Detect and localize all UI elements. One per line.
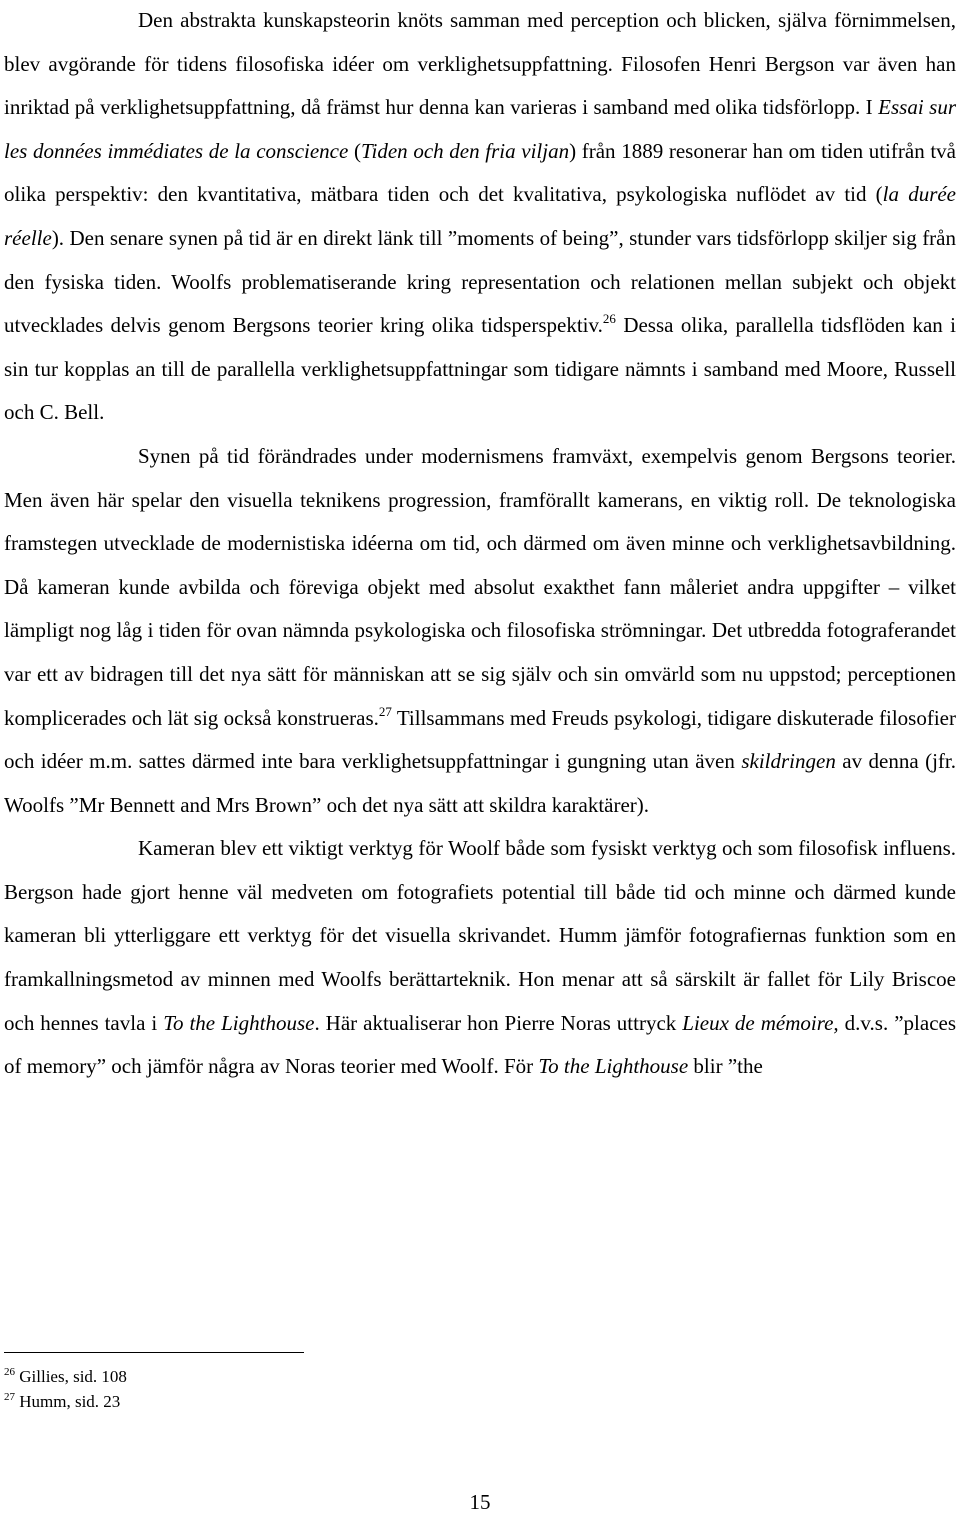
paragraph-3 [4, 827, 956, 1089]
footnote-separator [4, 1352, 304, 1353]
text-run: Den abstrakta kunskapsteorin knöts samman med perception och blicken, själva förnimmelsen, blev avgörande för tidens filosofiska idéer om verklighetsuppfattning. Filosofen Henri Bergson var även han inriktad på verklighetsuppfattning, då främst hur denna kan varieras i samband med olika tidsförlopp. I [4, 8, 956, 120]
paragraph-1 [4, 0, 956, 435]
footnote-reference-26[interactable]: 26 [602, 311, 616, 327]
italic-title-tiden: Tiden och den fria viljan [360, 138, 570, 163]
text-run: ). Den senare synen på tid är en direkt länk till ”moments of being”, stunder vars tidsförlopp skiljer sig från den fysiska tiden. Woolfs problematiserande kring representation och relationen mellan subjekt och objekt utvecklades delvis genom Bergsons teorier kring olika tidsperspektiv. [4, 225, 956, 338]
italic-term-lieux: Lieux de mémoire, [682, 1010, 839, 1035]
text-run: ( [348, 138, 361, 163]
footnotes [4, 1364, 604, 1414]
text-run: blir ”the [688, 1054, 763, 1079]
footnote-27 [4, 1389, 604, 1414]
footnote-text: Humm, sid. 23 [15, 1392, 121, 1411]
italic-title-essai: Essai sur les données immédiates de la conscience [4, 95, 956, 163]
body-text [4, 0, 956, 1089]
text-run: d.v.s. ”places of memory” och jämför några av Noras teorier med Woolf. För [4, 1010, 957, 1079]
italic-title-lighthouse: To the Lighthouse [163, 1010, 315, 1035]
text-run: Kameran blev ett viktigt verktyg för Woolf både som fysiskt verktyg och som filosofisk influens. Bergson hade gjort henne väl medveten om fotografiets potential till både tid och minne och därmed kunde kameran bli ytterliggare ett verktyg för det visuella skrivandet. Humm jämför fotografiernas funktion som en framkallningsmetod av minnen med Woolfs berättarteknik. Hon menar att så särskilt är fallet för Lily Briscoe och hennes tavla i [4, 836, 956, 1035]
footnote-reference-27[interactable]: 27 [378, 703, 392, 719]
footnote-number: 26 [4, 1366, 15, 1378]
italic-word-skildringen: skildringen [741, 749, 836, 774]
paragraph-2 [4, 435, 956, 827]
text-run: . Här aktualiserar hon Pierre Noras uttryck [314, 1010, 683, 1035]
footnote-26 [4, 1364, 604, 1389]
page-number: 15 [469, 1490, 491, 1514]
italic-term-duree: la durée réelle [4, 182, 957, 250]
text-run: av denna (jfr. Woolfs ”Mr Bennett and Mrs Brown” och det nya sätt att skildra karaktärer). [4, 749, 956, 817]
italic-title-lighthouse: To the Lighthouse [538, 1054, 689, 1079]
footnote-number: 27 [4, 1391, 15, 1403]
text-run: Dessa olika, parallella tidsflöden kan i sin tur kopplas an till de parallella verklighetsuppfattningar som tidigare nämnts i samband med Moore, Russell och C. Bell. [4, 313, 957, 425]
text-run: ) från 1889 resonerar han om tiden utifrån två olika perspektiv: den kvantitativa, mätbara tiden och det kvalitativa, psykologiska nuflödet av tid ( [4, 138, 957, 207]
text-run: Tillsammans med Freuds psykologi, tidigare diskuterade filosofier och idéer m.m. sattes därmed inte bara verklighetsuppfattningar i gungning utan även [4, 705, 956, 774]
text-run: Synen på tid förändrades under modernismens framväxt, exempelvis genom Bergsons teorier. Men även här spelar den visuella teknikens progression, framförallt kamerans, en viktig roll. De teknologiska framstegen utvecklade de modernistiska idéerna om tid, och därmed om även minne och verklighetsavbildning. Då kameran kunde avbilda och föreviga objekt med absolut exakthet fann måleriet andra uppgifter – vilket lämpligt nog låg i tiden för ovan nämnda psykologiska och filosofiska strömningar. Det utbredda fotograferandet var ett av bidragen till det nya sätt för människan att se sig själv och sin omvärld som nu uppstod; perceptionen komplicerades och lät sig också konstrueras. [4, 443, 956, 730]
footnote-text: Gillies, sid. 108 [15, 1367, 127, 1386]
